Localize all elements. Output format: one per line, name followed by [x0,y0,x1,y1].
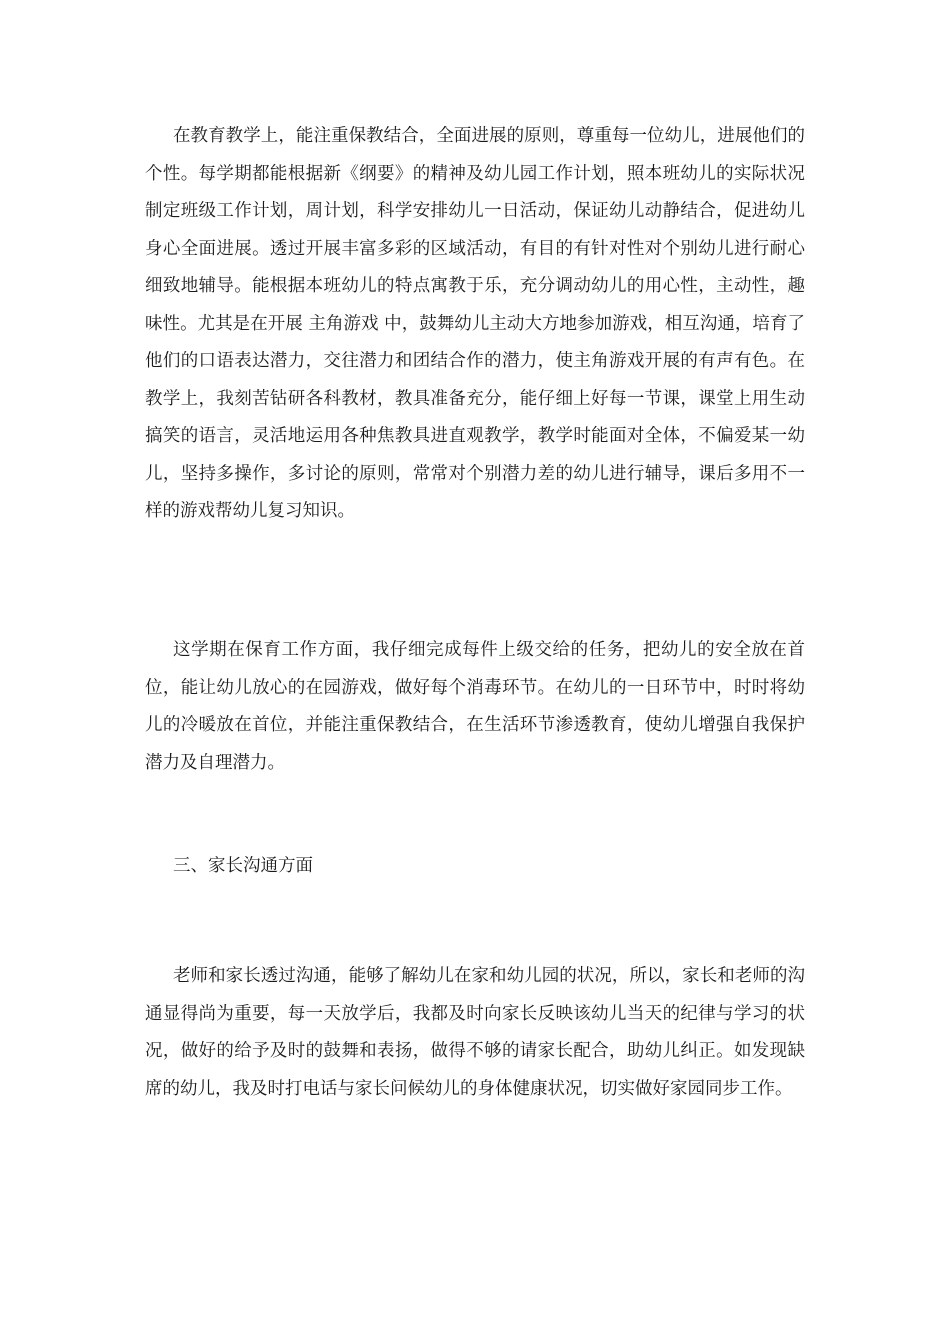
paragraph-teaching: 在教育教学上，能注重保教结合，全面进展的原则，尊重每一位幼儿，进展他们的个性。每学期都能根据新《纲要》的精神及幼儿园工作计划，照本班幼儿的实际状况制定班级工作计划，周计划，科学安排幼儿一日活动，保证幼儿动静结合，促进幼儿身心全面进展。透过开展丰富多彩的区域活动，有目的有针对性对个别幼儿进行耐心细致地辅导。能根据本班幼儿的特点寓教于乐，充分调动幼儿的用心性，主动性，趣味性。尤其是在开展 主角游戏 中，鼓舞幼儿主动大方地参加游戏，相互沟通，培育了他们的口语表达潜力，交往潜力和团结合作的潜力，使主角游戏开展的有声有色。在教学上，我刻苦钻研各科教材，教具准备充分，能仔细上好每一节课，课堂上用生动搞笑的语言，灵活地运用各种焦教具进直观教学，教学时能面对全体，不偏爱某一幼儿，坚持多操作，多讨论的原则，常常对个别潜力差的幼儿进行辅导，课后多用不一样的游戏帮幼儿复习知识。 [145,126,805,521]
section-heading-parent-communication: 三、家长沟通方面 [173,856,313,876]
paragraph-parent-communication: 老师和家长透过沟通，能够了解幼儿在家和幼儿园的状况，所以，家长和老师的沟通显得尚为重要，每一天放学后，我都及时向家长反映该幼儿当天的纪律与学习的状况，做好的给予及时的鼓舞和表扬，做得不够的请家长配合，助幼儿纠正。如发现缺席的幼儿，我及时打电话与家长问候幼儿的身体健康状况，切实做好家园同步工作。 [145,966,805,1099]
paragraph-care-work: 这学期在保育工作方面，我仔细完成每件上级交给的任务，把幼儿的安全放在首位，能让幼儿放心的在园游戏，做好每个消毒环节。在幼儿的一日环节中，时时将幼儿的冷暖放在首位，并能注重保教结合，在生活环节渗透教育，使幼儿增强自我保护潜力及自理潜力。 [145,640,805,773]
